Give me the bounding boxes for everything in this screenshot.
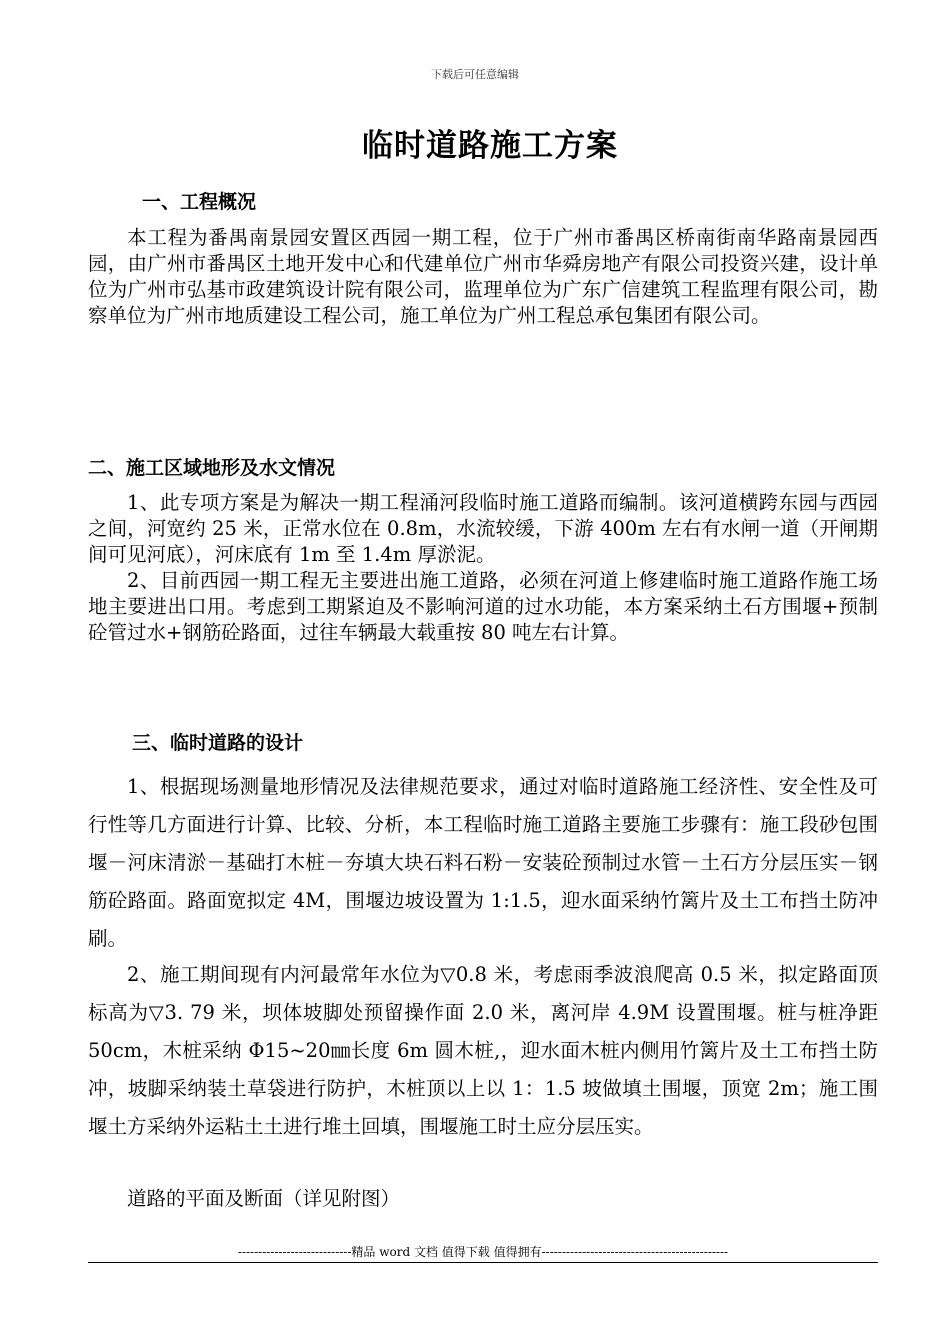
document-title: 临时道路施工方案	[362, 128, 618, 164]
section-heading-terrain: 二、施工区域地形及水文情况	[88, 457, 336, 479]
header-note: 下载后可任意编辑	[431, 68, 519, 81]
paragraph-design-3: 道路的平面及断面（详见附图）	[127, 1187, 401, 1210]
paragraph-terrain-2: 2、目前西园一期工程无主要进出施工道路，必须在河道上修建临时施工道路作施工场地主要进出口用。考虑到工期紧迫及不影响河道的过水功能，本方案采纳土石方围堰+预制砼管过水+钢筋砼路面，过往车辆最大载重按 80 吨左右计算。	[88, 569, 878, 644]
paragraph-terrain-1: 1、此专项方案是为解决一期工程涌河段临时施工道路而编制。该河道横跨东园与西园之间，河宽约 25 米，正常水位在 0.8m，水流较缓，下游 400m 左右有水闸一道（开闸期间可见河底），河床底有 1m 至 1.4m 厚淤泥。	[88, 491, 878, 566]
section-heading-design: 三、临时道路的设计	[132, 732, 304, 754]
section-heading-overview: 一、工程概况	[142, 191, 257, 213]
paragraph-design-2: 2、施工期间现有内河最常年水位为▽0.8 米，考虑雨季波浪爬高 0.5 米，拟定路面顶标高为▽3. 79 米，坝体坡脚处预留操作面 2.0 米，离河岸 4.9M 设置围堰。桩与桩净距 50cm，木桩采纳 Φ15~20㎜长度 6m 圆木桩,，迎水面木桩内侧用竹篱片及土工布挡土防冲，坡脚采纳装土草袋进行防护，木桩顶以上以 1：1.5 坡做填土围堰，顶宽 2m；施工围堰土方采纳外运粘土土进行堆土回填，围堰施工时土应分层压实。	[88, 963, 878, 1138]
footer-divider	[88, 1262, 878, 1263]
paragraph-design-1: 1、根据现场测量地形情况及法律规范要求，通过对临时道路施工经济性、安全性及可行性等几方面进行计算、比较、分析，本工程临时施工道路主要施工步骤有：施工段砂包围堰－河床清淤－基础打木桩－夯填大块石料石粉－安装砼预制过水管－土石方分层压实－钢筋砼路面。路面宽拟定 4M，围堰边坡设置为 1:1.5，迎水面采纳竹篱片及土工布挡土防冲刷。	[88, 775, 878, 950]
paragraph-overview: 本工程为番禺南景园安置区西园一期工程，位于广州市番禺区桥南街南华路南景园西园，由广州市番禺区土地开发中心和代建单位广州市华舜房地产有限公司投资兴建，设计单位为广州市弘基市政建筑设计院有限公司，监理单位为广东广信建筑工程监理有限公司，勘察单位为广州市地质建设工程公司，施工单位为广州工程总承包集团有限公司。	[88, 226, 878, 327]
footer-note: ----------------------------精品 word 文档 值得下载 值得拥有----------------------------------------------	[237, 1245, 729, 1259]
